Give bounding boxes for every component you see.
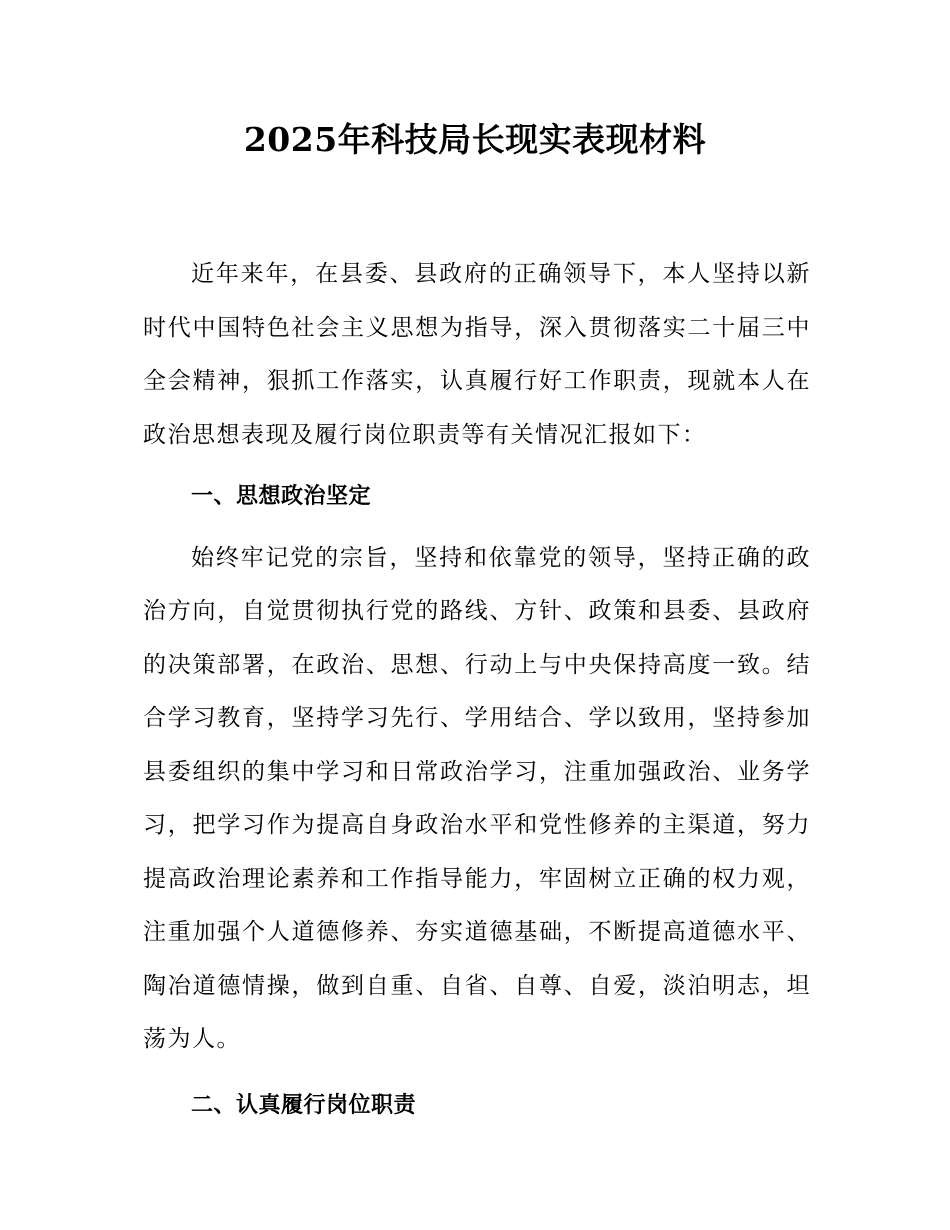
spacer [143, 462, 811, 470]
section-heading-1: 一、思想政治坚定 [191, 484, 372, 509]
spacer [143, 1067, 811, 1079]
section-heading-2: 二、认真履行岗位职责 [191, 1092, 417, 1118]
section-paragraph-1: 始终牢记党的宗旨，坚持和依靠党的领导，坚持正确的政治方向，自觉贯彻执行党的路线、方针、政策和县委、县政府的决策部署，在政治、思想、行动上与中央保持高度一致。结合学习教育，坚持学习先行、学用结合、学以致用，坚持参加县委组织的集中学习和日常政治学习，注重加强政治、业务学习，把学习作为提高自身政治水平和党性修养的主渠道，努力提高政治理论素养和工作指导能力，牢固树立正确的权力观，注重加强个人道德修养、夯实道德基础，不断提高道德水平、陶冶道德情操，做到自重、自省、自尊、自爱，淡泊明志，坦荡为人。 [143, 544, 811, 1052]
document-body [143, 248, 811, 1132]
intro-paragraph: 近年来年，在县委、县政府的正确领导下，本人坚持以新时代中国特色社会主义思想为指导，深入贯彻落实二十届三中全会精神，狠抓工作落实，认真履行好工作职责，现就本人在政治思想表现及履行岗位职责等有关情况汇报如下： [143, 261, 811, 448]
spacer [143, 524, 811, 532]
document-title: 2025年科技局长现实表现材料 [243, 120, 707, 159]
